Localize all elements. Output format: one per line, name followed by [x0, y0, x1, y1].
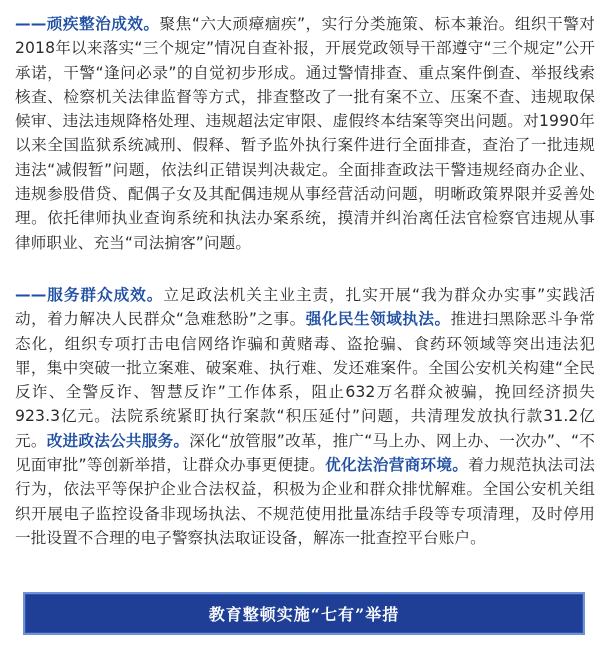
- paragraph-service-results: [15, 283, 595, 550]
- paragraph-rectification-results: [15, 12, 595, 255]
- section-lead-service: ——服务群众成效。: [15, 286, 164, 304]
- section-lead-rectification: ——顽疾整治成效。: [15, 15, 160, 33]
- paragraph-text: 立足政法机关主业主责，扎实开展“我为群众办实事”实践活动，着力解决人民群众“急难愁盼”之事。: [15, 286, 596, 329]
- paragraph-text: 聚焦“六大顽瘴痼疾”，实行分类施策、标本兼治。组织干警对2018年以来落实“三个规定”情况自查补报，开展党政领导干部遵守“三个规定”公开承诺，干警“逢问必录”的自觉初步形成。通过警情排查、重点案件倒查、举报线索核查、检察机关法律监督等方式，排查整改了一批有案不立、压案不查、违规取保候审、违法违规降格处理、违规超法定审限、虚假终本结案等突出问题。对1990年以来全国监狱系统减刑、假释、暂予监外执行案件进行全面排查，查治了一批违规违法“减假暂”问题，依法纠正错误判决裁定。全面排查政法干警违规经商办企业、违规参股借贷、配偶子女及其配偶违规从事经营活动问题，明晰政策界限并妥善处理。依托律师执业查询系统和执法办案系统，摸清并纠治离任法官检察官违规从事律师职业、充当“司法掮客”问题。: [15, 15, 595, 252]
- highlight-public-services: 改进政法公共服务。: [46, 431, 190, 450]
- banner-label: 教育整顿实施“七有”举措: [208, 605, 400, 624]
- paragraph-text: 深化“放管服”改革，推广“马上办、网上办、一次办”、“不见面审批”等创新举措，让群众办事更便捷。: [15, 431, 595, 475]
- seven-measures-banner-button[interactable]: [23, 592, 585, 635]
- paragraph-text: 着力规范执法司法行为，依法平等保护企业合法权益，积极为企业和群众排忧解难。全国公安机关组织开展电子监控设备非现场执法、不规范使用批量冻结手段等专项清理，及时停用一批设置不合理的电子警察执法取证设备，解冻一批查控平台账户。: [15, 456, 595, 547]
- highlight-business-environment: 优化法治营商环境。: [325, 456, 469, 475]
- highlight-livelihood-enforcement: 强化民生领域执法。: [305, 310, 451, 329]
- paragraph-text: 推进扫黑除恶斗争常态化，组织专项打击电信网络诈骗和黄赌毒、盗抢骗、食药环领域等突出违法犯罪，集中突破一批立案难、破案难、执行难、发还难案件。全国公安机关构建“全民反诈、全警反诈、智慧反诈”工作体系，阻止632万名群众被骗，挽回经济损失923.3亿元。法院系统紧盯执行案款“积压延付”问题，共清理发放执行款31.2亿元。: [15, 310, 596, 450]
